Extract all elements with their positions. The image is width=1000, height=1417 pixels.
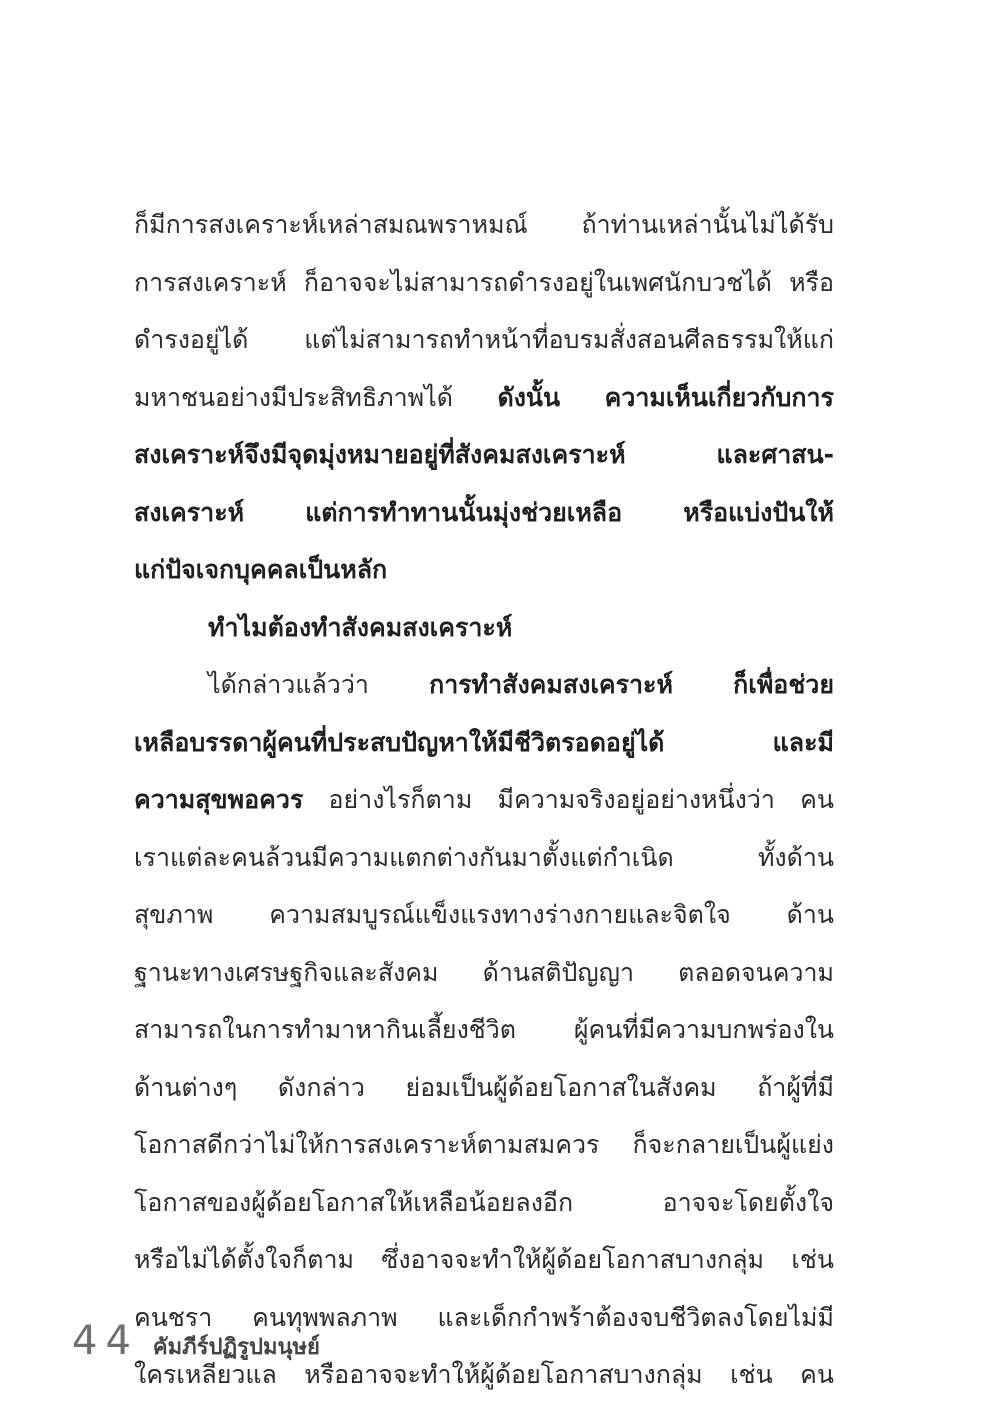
bold-text-segment: ดังนั้น	[497, 382, 561, 412]
page-body	[134, 196, 834, 1404]
text-segment: ด้าน	[786, 900, 834, 929]
text-segment: ซึ่งอาจจะทำให้ผู้ด้อยโอกาสบางกลุ่ม	[381, 1245, 764, 1274]
bold-text-segment: ก็เพื่อช่วย	[733, 670, 834, 699]
bold-text-segment: และมี	[772, 727, 834, 757]
text-segment: เช่น	[791, 1245, 834, 1274]
text-segment: แต่ไม่สามารถทำหน้าที่อบรมสั่งสอนศีลธรรมให้แก่	[304, 325, 834, 354]
text-segment: เช่น	[730, 1360, 773, 1389]
bold-text-segment: ความเห็นเกี่ยวกับการ	[604, 382, 834, 412]
text-line	[134, 771, 834, 829]
text-line	[134, 829, 834, 887]
bold-text-segment: เหลือบรรดาผู้คนที่ประสบปัญหาให้มีชีวิตรอดอยู่ได้	[134, 727, 665, 757]
text-line	[134, 369, 834, 427]
text-segment: ทั้งด้าน	[757, 842, 834, 872]
text-line	[134, 1174, 834, 1232]
bold-text-segment: สงเคราะห์	[134, 497, 245, 527]
text-line	[134, 886, 834, 944]
bold-text-segment: สงเคราะห์จึงมีจุดมุ่งหมายอยู่ที่สังคมสงเคราะห์	[134, 440, 626, 469]
text-line	[134, 714, 834, 772]
text-line	[134, 254, 834, 312]
bold-text-segment: แก่ปัจเจกบุคคลเป็นหลัก	[134, 555, 388, 584]
text-line	[134, 484, 834, 542]
section-heading	[134, 599, 834, 657]
text-segment: มหาชนอย่างมีประสิทธิภาพได้	[134, 382, 453, 412]
text-segment: ด้านต่างๆ	[134, 1072, 238, 1102]
text-line	[134, 1116, 834, 1174]
text-segment: คนชรา	[134, 1302, 213, 1332]
text-segment: สามารถในการทำมาหากินเลี้ยงชีวิต	[134, 1015, 517, 1044]
text-segment: ดังกล่าว	[277, 1072, 365, 1102]
text-segment: โอกาสของผู้ด้อยโอกาสให้เหลือน้อยลงอีก	[134, 1187, 574, 1217]
text-segment: ก็จะกลายเป็นผู้แย่ง	[632, 1130, 834, 1159]
text-segment: คนทุพพลภาพ	[252, 1302, 398, 1332]
text-segment: คน	[800, 785, 834, 814]
text-segment: ฐานะทางเศรษฐกิจและสังคม	[134, 957, 439, 987]
text-segment: ผู้คนที่มีความบกพร่องใน	[573, 1015, 834, 1044]
text-segment: อย่างไรก็ตาม	[328, 785, 473, 814]
text-segment: ย่อมเป็นผู้ด้อยโอกาสในสังคม	[405, 1072, 717, 1102]
text-segment: ตลอดจนความ	[678, 957, 834, 987]
text-line	[134, 1059, 834, 1117]
bold-text-segment: การทำสังคมสงเคราะห์	[429, 670, 673, 699]
text-line	[134, 944, 834, 1002]
text-segment: เราแต่ละคนล้วนมีความแตกต่างกันมาตั้งแต่กำเนิด	[134, 842, 674, 872]
text-segment: คน	[800, 1360, 834, 1389]
text-line	[134, 1231, 834, 1289]
text-line	[134, 311, 834, 369]
text-segment: ก็มีการสงเคราะห์เหล่าสมณพราหมณ์	[134, 210, 528, 239]
text-segment: มีความจริงอยู่อย่างหนึ่งว่า	[497, 785, 775, 814]
page-footer	[72, 1318, 320, 1364]
text-line	[134, 196, 834, 254]
text-segment: ได้กล่าวแล้วว่า	[208, 670, 369, 699]
text-segment: การสงเคราะห์	[134, 267, 287, 297]
text-line	[134, 656, 834, 714]
text-line	[134, 426, 834, 484]
section-heading-text: ทำไมต้องทำสังคมสงเคราะห์	[208, 612, 513, 642]
bold-text-segment: หรือแบ่งปันให้	[683, 497, 834, 527]
text-segment: ดำรงอยู่ได้	[134, 325, 249, 354]
text-line	[134, 541, 834, 599]
text-segment: ความสมบูรณ์แข็งแรงทางร่างกายและจิตใจ	[269, 900, 731, 929]
text-segment: สุขภาพ	[134, 900, 214, 929]
text-segment: อาจจะโดยตั้งใจ	[662, 1187, 834, 1217]
text-segment: หรืออาจจะทำให้ผู้ด้อยโอกาสบางกลุ่ม	[304, 1360, 703, 1389]
bold-text-segment: และศาสน-	[716, 440, 834, 469]
text-segment: หรือไม่ได้ตั้งใจก็ตาม	[134, 1245, 354, 1274]
text-segment: ใครเหลียวแล	[134, 1360, 277, 1389]
text-segment: ก็อาจจะไม่สามารถดำรงอยู่ในเพศนักบวชได้	[303, 267, 772, 297]
text-segment: ถ้าผู้ที่มี	[757, 1072, 834, 1102]
bold-text-segment: แต่การทำทานนั้นมุ่งช่วยเหลือ	[305, 497, 623, 527]
book-title: คัมภีร์ปฏิรูปมนุษย์	[152, 1335, 320, 1360]
text-line	[134, 1001, 834, 1059]
bold-text-segment: ความสุขพอควร	[134, 785, 304, 814]
page-number: 44	[72, 1318, 139, 1364]
text-segment: ด้านสติปัญญา	[482, 957, 635, 987]
text-segment: ถ้าท่านเหล่านั้นไม่ได้รับ	[581, 210, 834, 239]
text-segment: และเด็กกำพร้าต้องจบชีวิตลงโดยไม่มี	[437, 1302, 834, 1332]
text-segment: โอกาสดีกว่าไม่ให้การสงเคราะห์ตามสมควร	[134, 1130, 600, 1159]
text-segment: หรือ	[789, 267, 834, 297]
